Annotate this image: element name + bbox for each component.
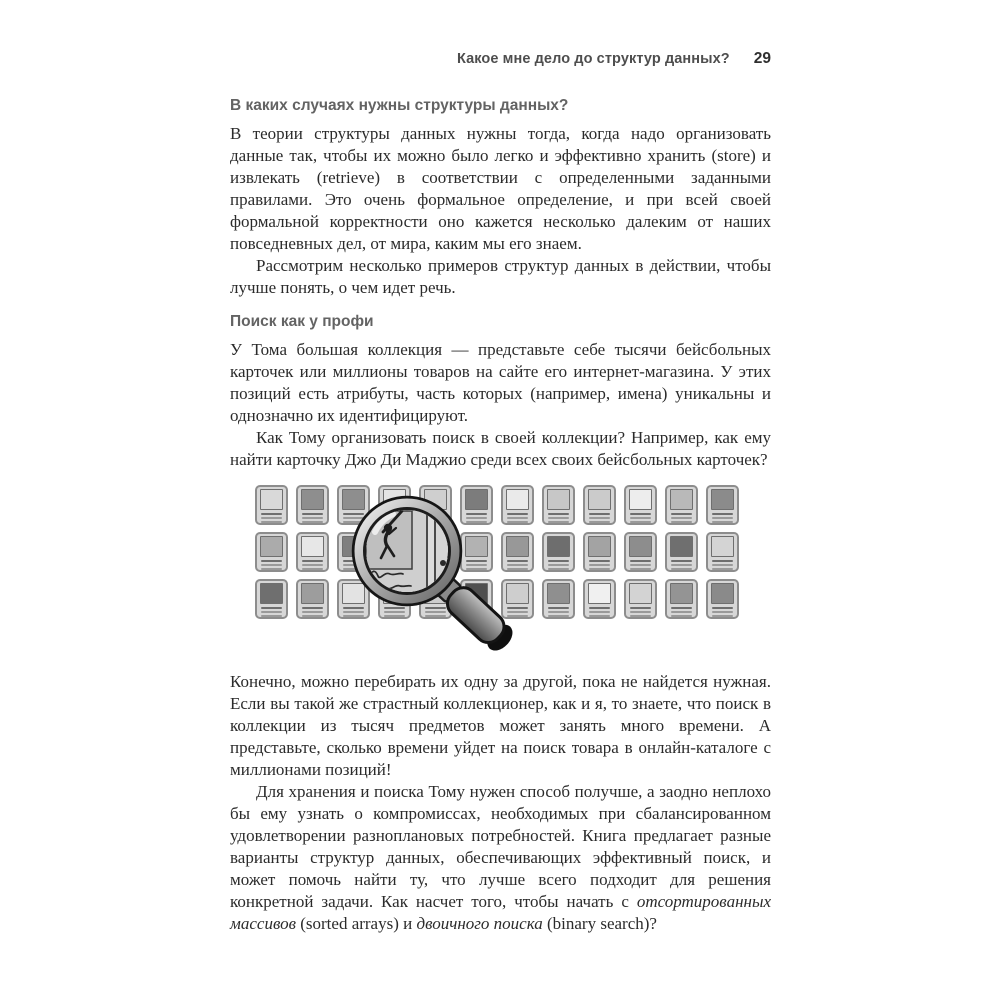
running-head-title: Какое мне дело до структур данных?	[456, 51, 730, 67]
card-text-line	[548, 517, 569, 519]
card-photo	[547, 583, 570, 604]
paragraph-linear-search: Конечно, можно перебирать их одну за другой, пока не найдется нужная. Если вы такой же страстный коллекционер, как и я, то знаете, что поиск в коллекции из тысяч предметов может занять много времени. А представьте, сколько времени уйдет на поиск товара в онлайн-каталоге с миллионами позиций!	[230, 672, 771, 779]
card-text-line	[671, 560, 692, 562]
section-heading-search-like-pro: Поиск как у профи	[230, 313, 374, 330]
card-text-line	[589, 611, 610, 613]
card-text-line	[712, 521, 733, 523]
card-photo	[588, 536, 611, 557]
card-text-line	[712, 568, 733, 570]
card-photo	[629, 536, 652, 557]
card-text-line	[261, 564, 282, 566]
card-text-line	[261, 611, 282, 613]
card-text-line	[548, 607, 569, 609]
card-photo	[711, 583, 734, 604]
card-text-line	[712, 564, 733, 566]
baseball-card	[583, 485, 616, 525]
card-photo	[670, 583, 693, 604]
paragraph-examples-intro: Рассмотрим несколько примеров структур данных в действии, чтобы лучше понять, о чем идет речь.	[230, 256, 771, 297]
paragraph-better-way	[230, 781, 771, 935]
book-page	[230, 50, 771, 935]
card-photo	[547, 536, 570, 557]
card-text-line	[630, 564, 651, 566]
card-photo	[670, 536, 693, 557]
page-number: 29	[753, 50, 771, 67]
text-run: Для хранения и поиска Тому нужен способ получше, а заодно неплохо бы ему узнать о компромиссах, необходимых при сбалансированном удовлетворении разноплановых потребностей. Книга предлагает разные варианты структур данных, обеспечивающих эффективный поиск, и может помочь найти ту, что лучше всего подходит для решения конкретной задачи. Как насчет того, чтобы начать с	[230, 782, 771, 911]
baseball-card	[255, 532, 288, 572]
card-text-line	[671, 611, 692, 613]
card-photo	[260, 489, 283, 510]
card-text-line	[589, 607, 610, 609]
card-text-line	[671, 513, 692, 515]
card-photo	[670, 489, 693, 510]
card-text-line	[589, 513, 610, 515]
card-text-line	[630, 521, 651, 523]
baseball-card	[255, 579, 288, 619]
card-text-line	[548, 615, 569, 617]
baseball-card	[706, 579, 739, 619]
card-text-line	[630, 607, 651, 609]
card-photo	[711, 536, 734, 557]
paragraph-how-to-search: Как Тому организовать поиск в своей коллекции? Например, как ему найти карточку Джо Ди Маджио среди всех своих бейсбольных карточек?	[230, 428, 771, 469]
card-text-line	[671, 568, 692, 570]
paragraph-toms-collection: У Тома большая коллекция — представьте себе тысячи бейсбольных карточек или миллионы товаров на сайте его интернет-магазина. У этих позиций есть атрибуты, часть которых (например, имена) уникальны и однозначно их идентифицируют.	[230, 340, 771, 425]
card-photo	[260, 583, 283, 604]
magnifier-icon	[287, 431, 527, 671]
card-photo	[629, 489, 652, 510]
card-text-line	[712, 615, 733, 617]
baseball-card	[624, 532, 657, 572]
baseball-card	[624, 485, 657, 525]
card-text-line	[261, 607, 282, 609]
card-text-line	[261, 615, 282, 617]
card-text-line	[630, 513, 651, 515]
card-photo	[711, 489, 734, 510]
card-text-line	[671, 615, 692, 617]
card-text-line	[671, 517, 692, 519]
baseball-card	[255, 485, 288, 525]
baseball-card	[542, 532, 575, 572]
card-text-line	[630, 615, 651, 617]
paragraph-definition: В теории структуры данных нужны тогда, когда надо организовать данные так, чтобы их можно было легко и эффективно хранить (store) и извлекать (retrieve) в соответствии с определенными заданными правилами. Это очень формальное определение, и при всей своей формальной корректности оно кажется несколько далеким от наших повседневных дел, от мира, каким мы его знаем.	[230, 124, 771, 253]
card-photo	[588, 489, 611, 510]
card-text-line	[261, 521, 282, 523]
baseball-card	[583, 532, 616, 572]
card-text-line	[261, 513, 282, 515]
card-text-line	[548, 564, 569, 566]
card-text-line	[671, 564, 692, 566]
card-photo	[260, 536, 283, 557]
card-text-line	[589, 568, 610, 570]
baseball-card	[542, 485, 575, 525]
text-run: (binary search)?	[542, 914, 657, 933]
card-text-line	[630, 560, 651, 562]
card-text-line	[589, 564, 610, 566]
baseball-card	[542, 579, 575, 619]
term-binary-search: двоичного поиска	[416, 914, 543, 933]
card-text-line	[589, 615, 610, 617]
baseball-cards-figure	[230, 479, 771, 669]
card-text-line	[261, 568, 282, 570]
card-text-line	[261, 517, 282, 519]
card-text-line	[548, 521, 569, 523]
baseball-card	[665, 485, 698, 525]
card-text-line	[712, 513, 733, 515]
card-text-line	[712, 607, 733, 609]
card-text-line	[712, 611, 733, 613]
card-text-line	[630, 517, 651, 519]
card-text-line	[589, 521, 610, 523]
card-text-line	[630, 568, 651, 570]
baseball-card	[665, 532, 698, 572]
baseball-card	[624, 579, 657, 619]
baseball-card	[706, 485, 739, 525]
term-sorted-arrays: отсортированных массивов	[230, 892, 771, 933]
card-text-line	[671, 607, 692, 609]
baseball-card	[583, 579, 616, 619]
card-text-line	[261, 560, 282, 562]
baseball-card	[665, 579, 698, 619]
card-text-line	[548, 568, 569, 570]
card-text-line	[548, 513, 569, 515]
card-text-line	[589, 560, 610, 562]
card-photo	[629, 583, 652, 604]
card-photo	[588, 583, 611, 604]
card-text-line	[548, 611, 569, 613]
card-photo	[547, 489, 570, 510]
section-heading-when-needed: В каких случаях нужны структуры данных?	[230, 97, 569, 114]
card-text-line	[712, 560, 733, 562]
baseball-card	[706, 532, 739, 572]
card-text-line	[548, 560, 569, 562]
card-text-line	[671, 521, 692, 523]
text-run: (sorted arrays) и	[295, 914, 417, 933]
card-text-line	[712, 517, 733, 519]
running-head	[230, 50, 771, 68]
card-text-line	[630, 611, 651, 613]
card-text-line	[589, 517, 610, 519]
